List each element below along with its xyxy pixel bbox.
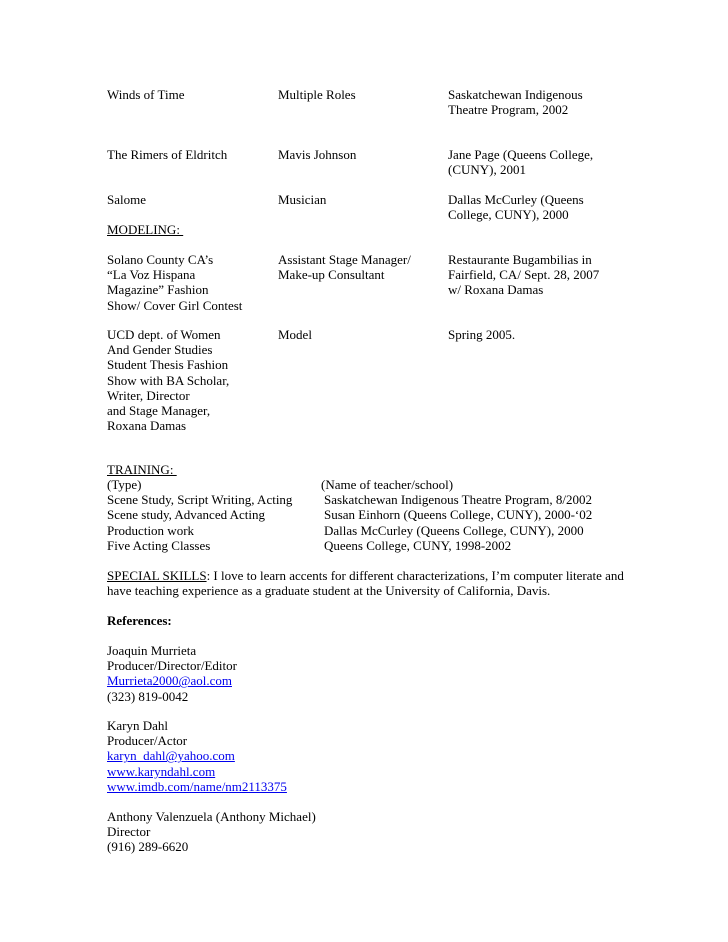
training-teacher: Saskatchewan Indigenous Theatre Program, 8/2002 [324,492,592,508]
references-heading: References: [107,613,172,628]
special-skills [107,568,627,598]
event-title: Solano County CA’s “La Voz Hispana Magazine” Fashion Show/ Cover Girl Contest [107,252,243,313]
training-type: Production work [107,522,195,538]
reference-entry [107,718,287,794]
training-teacher-column [321,477,621,553]
training-heading: TRAINING: [107,462,177,477]
production-title: Salome [107,192,146,207]
reference-phone: (916) 289-6620 [107,839,189,855]
reference-title: Director [107,824,151,840]
event-venue: Spring 2005. [448,327,516,342]
reference-imdb-link[interactable]: www.imdb.com/name/nm2113375 [107,778,287,794]
reference-name: Karyn Dahl [107,718,169,733]
organization: Dallas McCurley (Queens College, CUNY), 2000 [448,192,584,223]
reference-website-link[interactable]: www.karyndahl.com [107,763,216,779]
organization: Saskatchewan Indigenous Theatre Program, 2002 [448,87,583,118]
special-skills-text: : I love to learn accents for different characterizations, I’m computer literate and have teaching experience as a graduate student at the University of California, Davis. [107,568,624,599]
event-venue: Restaurante Bugambilias in Fairfield, CA/ Sept. 28, 2007 w/ Roxana Damas [448,252,600,298]
training-teacher: Susan Einhorn (Queens College, CUNY), 2000-‘02 [324,507,593,523]
reference-entry [107,809,316,855]
event-title: UCD dept. of Women And Gender Studies Student Thesis Fashion Show with BA Scholar, Writer, Director and Stage Manager, Roxana Damas [107,327,230,434]
training-type-header: (Type) [107,477,142,492]
training-teacher-header: (Name of teacher/school) [321,477,454,492]
reference-title: Producer/Actor [107,733,188,749]
training-teacher: Queens College, CUNY, 1998-2002 [324,537,512,553]
training-teacher: Dallas McCurley (Queens College, CUNY), 2000 [324,522,584,538]
role-name: Multiple Roles [278,87,356,102]
reference-email-link[interactable]: Murrieta2000@aol.com [107,673,232,689]
reference-entry [107,643,237,704]
training-type: Five Acting Classes [107,537,211,553]
training-type: Scene Study, Script Writing, Acting [107,492,293,508]
reference-title: Producer/Director/Editor [107,658,237,674]
event-role: Assistant Stage Manager/ Make-up Consultant [278,252,411,283]
training-type: Scene study, Advanced Acting [107,507,266,523]
training-type-column [107,477,317,553]
event-role: Model [278,327,312,342]
production-title: Winds of Time [107,87,185,102]
reference-email-link[interactable]: karyn_dahl@yahoo.com [107,748,235,764]
role-name: Mavis Johnson [278,147,357,162]
reference-phone: (323) 819-0042 [107,688,189,704]
reference-name: Anthony Valenzuela (Anthony Michael) [107,809,316,824]
reference-name: Joaquin Murrieta [107,643,197,658]
production-title: The Rimers of Eldritch [107,147,228,162]
modeling-heading: MODELING: [107,222,184,237]
special-skills-label: SPECIAL SKILLS [107,568,207,583]
organization: Jane Page (Queens College, (CUNY), 2001 [448,147,594,178]
role-name: Musician [278,192,327,207]
